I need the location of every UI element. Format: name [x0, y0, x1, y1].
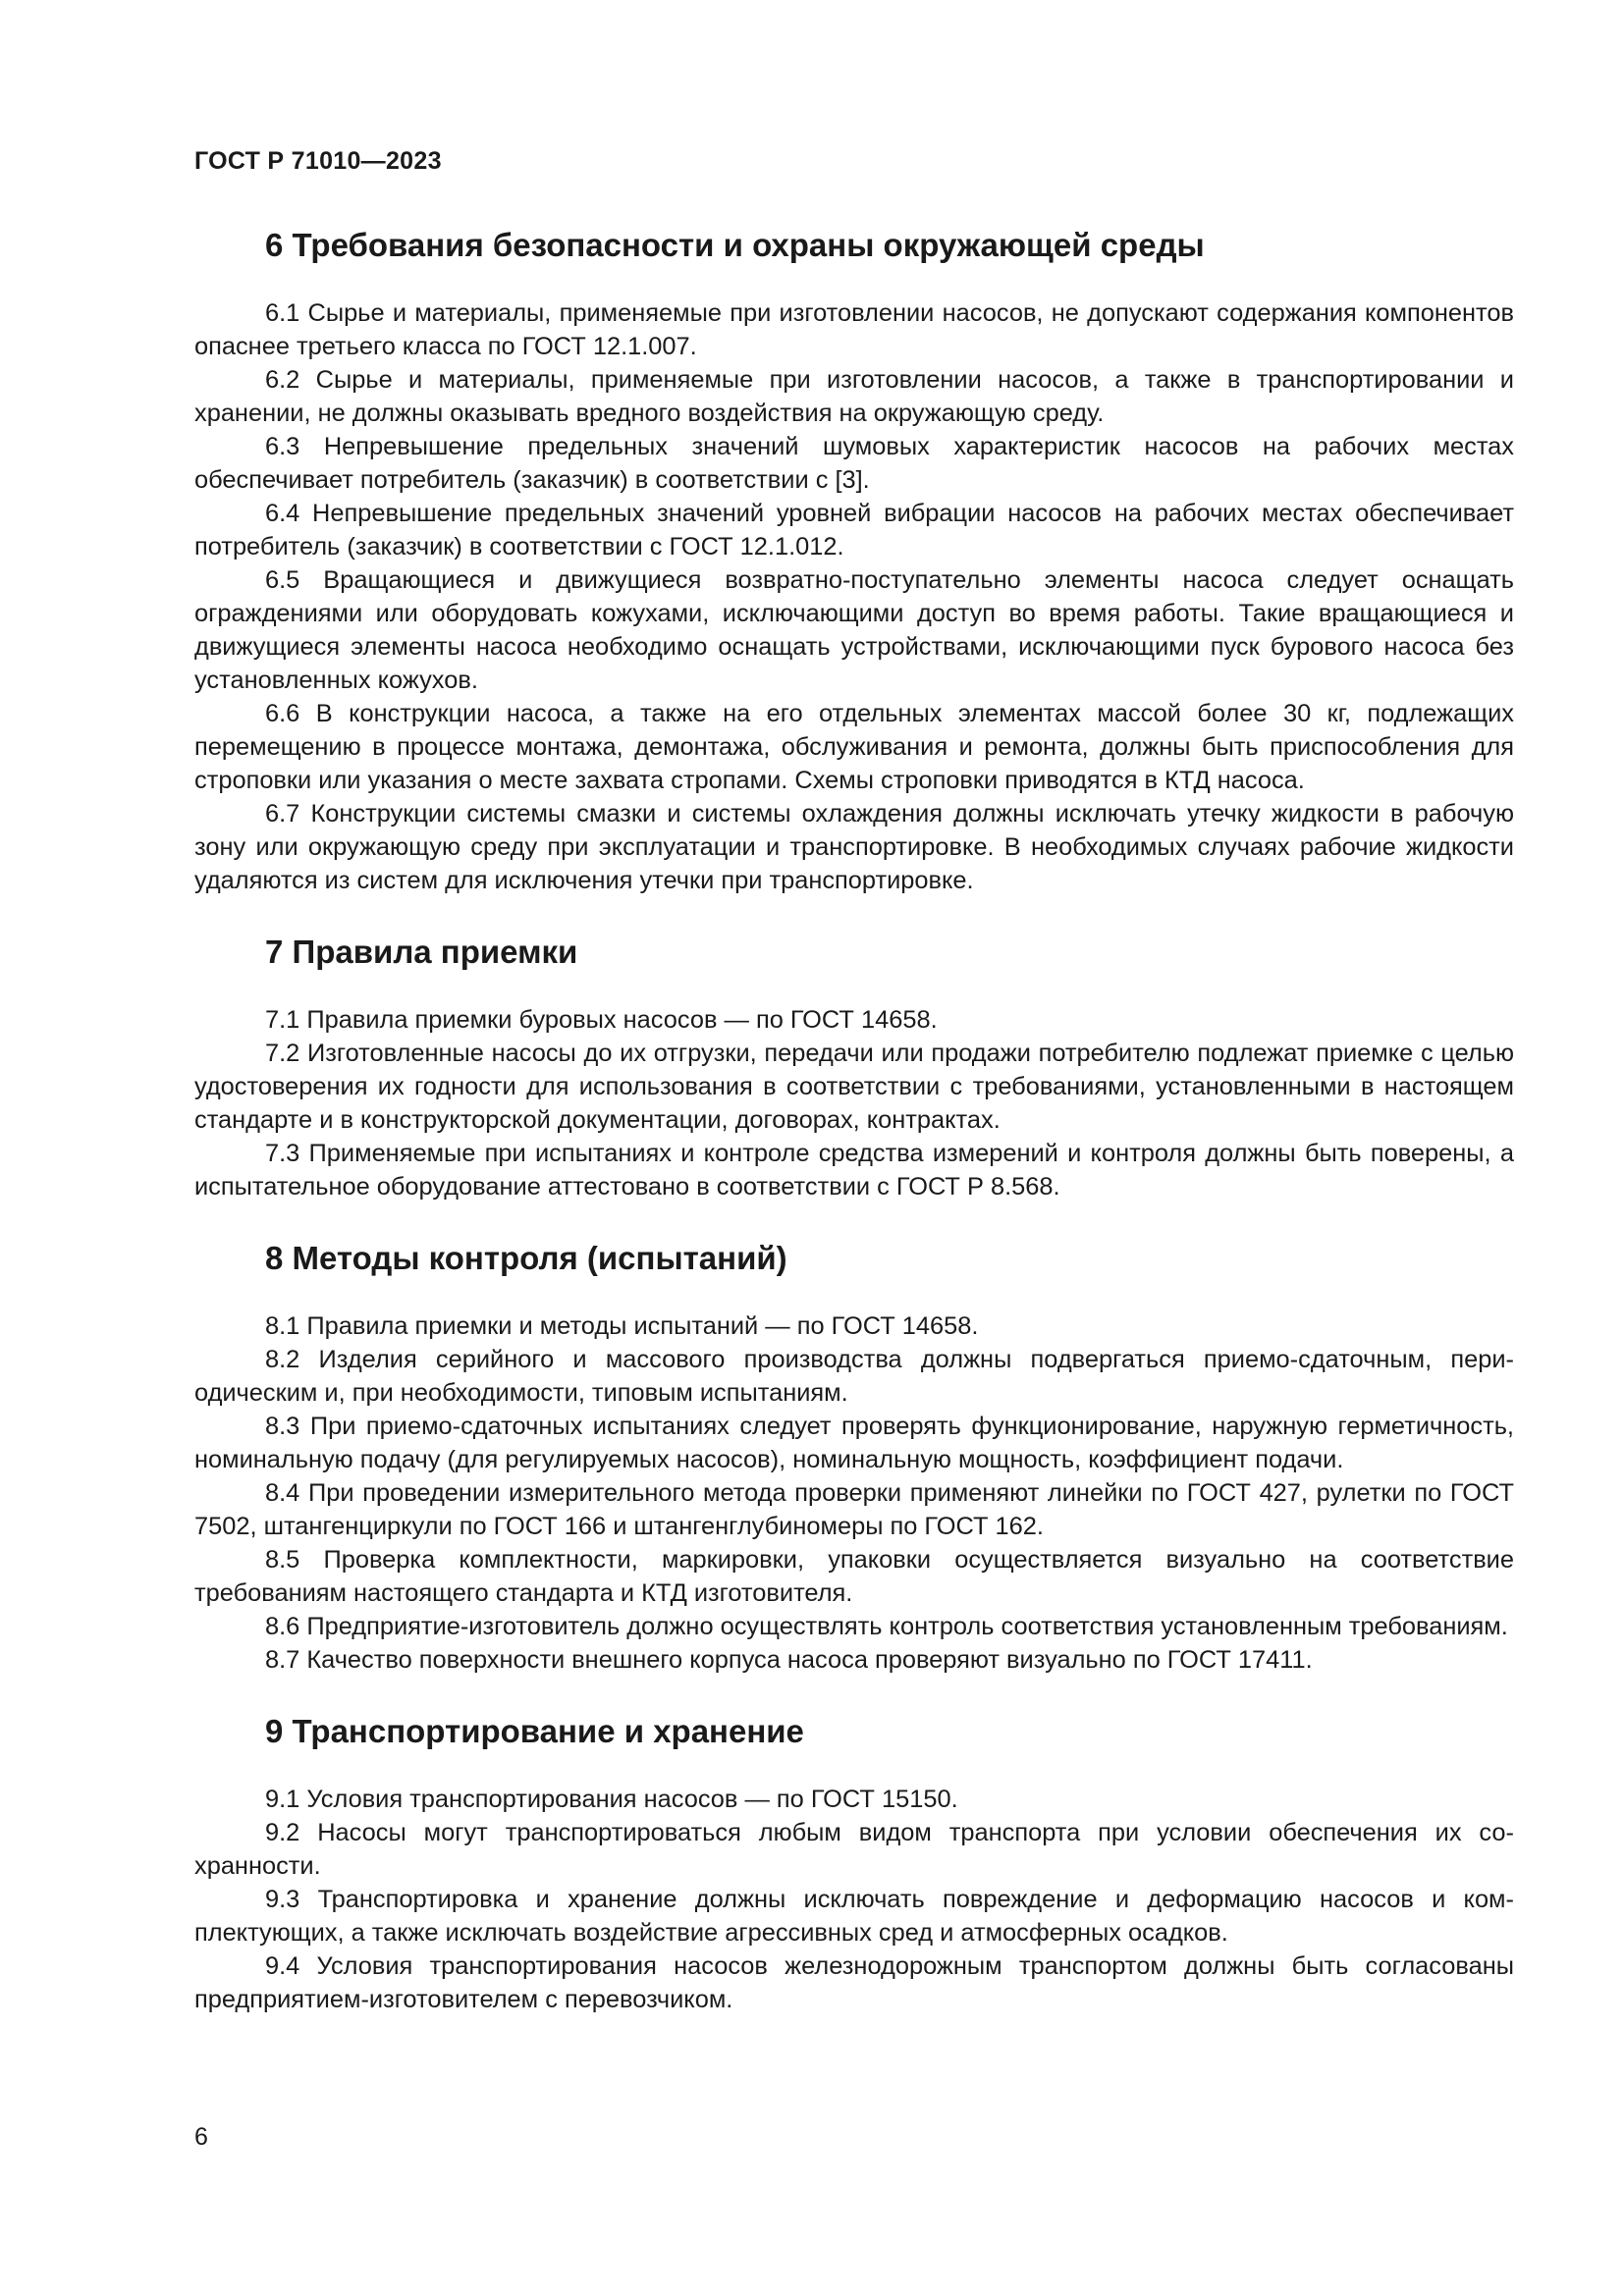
- paragraph-6-4: 6.4 Непревышение предельных значений уровней вибрации насосов на рабочих местах обеспечивает потребитель (заказчик) в соответствии с ГОСТ 12.1.012.: [194, 500, 1514, 561]
- section-title: 9 Транспортирование и хранение: [265, 1713, 804, 1749]
- paragraph-8-7: 8.7 Качество поверхности внешнего корпуса насоса проверяют визуально по ГОСТ 17411.: [265, 1646, 1313, 1674]
- section-title: 8 Методы контроля (испытаний): [265, 1240, 787, 1276]
- page-number: 6: [194, 2123, 208, 2151]
- paragraph-6-2: 6.2 Сырье и материалы, применяемые при изготовлении насосов, а также в транспортировании и хранении, не должны оказывать вредного воздействия на окружающую среду.: [194, 366, 1514, 427]
- paragraph-6-6: 6.6 В конструкции насоса, а также на его отдельных элементах массой более 30 кг, подлежащих перемещению в процессе монтажа, демонтажа, обслуживания и ремонта, должны быть приспособления для строповки или указания о месте захвата стропами. Схемы строповки приводятся в КТД насоса.: [194, 700, 1514, 794]
- paragraph-7-2: 7.2 Изготовленные насосы до их отгрузки, передачи или продажи потребителю подлежат приемке с целью удостоверения их годности для использования в соответствии с требованиями, установленными в настоящем стандарте и в конструкторской документации, договорах, контрактах.: [194, 1040, 1514, 1134]
- paragraph-9-2: 9.2 Насосы могут транспортироваться любым видом транспорта при условии обеспечения их сохранности.: [194, 1819, 1514, 1880]
- paragraph-8-2: 8.2 Изделия серийного и массового производства должны подвергаться приемо-сдаточным, периодическим и, при необходимости, типовым испытаниям.: [194, 1346, 1514, 1407]
- paragraph-7-3: 7.3 Применяемые при испытаниях и контроле средства измерений и контроля должны быть поверены, а испытательное оборудование аттестовано в соответствии с ГОСТ Р 8.568.: [194, 1140, 1514, 1201]
- paragraph-7-1: 7.1 Правила приемки буровых насосов — по ГОСТ 14658.: [265, 1006, 938, 1034]
- section-title: 7 Правила приемки: [265, 934, 578, 970]
- paragraph-6-5: 6.5 Вращающиеся и движущиеся возвратно-поступательно элементы насоса следует оснащать ограждениями или оборудовать кожухами, исключающими доступ во время работы. Такие вращающиеся и движущиеся элементы насоса необходимо оснащать устройствами, исключающими пуск бурового насоса без установленных кожухов.: [194, 566, 1514, 694]
- section-title: 6 Требования безопасности и охраны окружающей среды: [265, 227, 1205, 263]
- section-8-testing: [194, 1237, 1514, 1677]
- paragraph-6-3: 6.3 Непревышение предельных значений шумовых характеристик насосов на рабочих местах обеспечивает потребитель (заказчик) в соответствии с [3].: [194, 433, 1514, 494]
- paragraph-8-4: 8.4 При проведении измерительного метода проверки применяют линейки по ГОСТ 427, рулетки по ГОСТ 7502, штангенциркули по ГОСТ 166 и штангенглубиномеры по ГОСТ 162.: [194, 1479, 1514, 1540]
- paragraph-8-3: 8.3 При приемо-сдаточных испытаниях следует проверять функционирование, наружную герметичность, номинальную подачу (для регулируемых насосов), номинальную мощность, коэффициент подачи.: [194, 1413, 1514, 1473]
- paragraph-8-1: 8.1 Правила приемки и методы испытаний — по ГОСТ 14658.: [265, 1312, 979, 1340]
- paragraph-8-6: 8.6 Предприятие-изготовитель должно осуществлять контроль соответствия установленным требованиям.: [265, 1613, 1508, 1640]
- paragraph-9-4: 9.4 Условия транспортирования насосов железнодорожным транспортом должны быть согласованы предприятием-изготовителем с перевозчиком.: [194, 1952, 1514, 2013]
- document-header-id: ГОСТ Р 71010—2023: [194, 147, 442, 175]
- section-7-acceptance: [194, 931, 1514, 1203]
- section-9-transport: [194, 1710, 1514, 2016]
- section-6-safety: [194, 224, 1514, 897]
- paragraph-8-5: 8.5 Проверка комплектности, маркировки, упаковки осуществляется визуально на соответствие требованиям настоящего стандарта и КТД изготовителя.: [194, 1546, 1514, 1607]
- paragraph-6-7: 6.7 Конструкции системы смазки и системы охлаждения должны исключать утечку жидкости в рабочую зону или окружающую среду при эксплуатации и транспортировке. В необходимых случаях рабочие жидкости удаляются из систем для исключения утечки при транспортировке.: [194, 800, 1514, 894]
- document-body: [194, 224, 1514, 2016]
- paragraph-6-1: 6.1 Сырье и материалы, применяемые при изготовлении насосов, не допускают содержания компонентов опаснее третьего класса по ГОСТ 12.1.007.: [194, 299, 1514, 360]
- paragraph-9-3: 9.3 Транспортировка и хранение должны исключать повреждение и деформацию насосов и комплектующих, а также исключать воздействие агрессивных сред и атмосферных осадков.: [194, 1886, 1514, 1947]
- paragraph-9-1: 9.1 Условия транспортирования насосов — по ГОСТ 15150.: [265, 1786, 958, 1813]
